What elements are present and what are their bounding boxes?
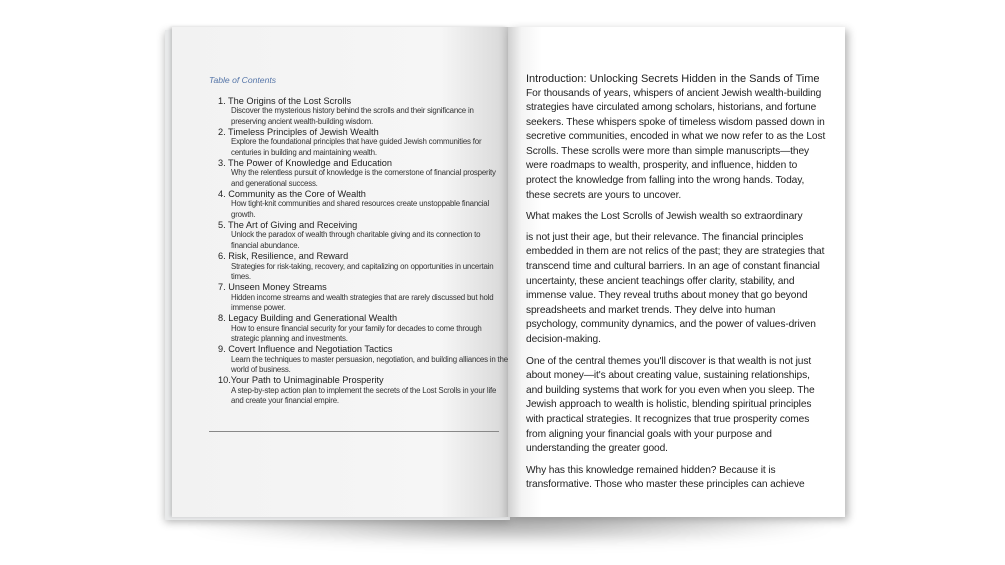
toc-item-description: A step-by-step action plan to implement the secrets of the Lost Scrolls in your life and create your financial empire. bbox=[231, 385, 497, 405]
toc-list bbox=[218, 96, 508, 406]
toc-item[interactable] bbox=[218, 313, 508, 344]
toc-item-description: Discover the mysterious history behind the scrolls and their significance in preserving ancient wealth-building wisdom. bbox=[231, 106, 474, 126]
toc-item[interactable] bbox=[218, 282, 508, 313]
divider bbox=[209, 431, 499, 432]
toc-item[interactable] bbox=[218, 251, 508, 282]
toc-item-title: 1. The Origins of the Lost Scrolls bbox=[218, 96, 352, 106]
toc-item-title: 2. Timeless Principles of Jewish Wealth bbox=[218, 127, 379, 138]
toc-item-description: Learn the techniques to master persuasion, negotiation, and building alliances in the world of business. bbox=[231, 354, 508, 374]
toc-item[interactable] bbox=[218, 189, 508, 220]
toc-item-title: 9. Covert Influence and Negotiation Tactics bbox=[218, 344, 393, 355]
intro-paragraph: One of the central themes you'll discover is that wealth is not just about money—it's about creating value, sustaining relationships, and building systems that work for you even when you sleep. The Jewish approach to wealth is holistic, blending spiritual principles with practical strategies. It recognizes that true prosperity comes from aligning your financial goals with your purpose and understanding the greater good. bbox=[526, 355, 815, 455]
toc-item-description: Explore the foundational principles that have guided Jewish communities for centuries in building and maintaining wealth. bbox=[231, 137, 482, 157]
toc-item-title: 7. Unseen Money Streams bbox=[218, 282, 327, 293]
toc-title: Table of Contents bbox=[209, 75, 277, 85]
toc-item-description: How to ensure financial security for your family for decades to come through strategic planning and investments. bbox=[231, 323, 482, 343]
toc-item-title: 8. Legacy Building and Generational Wealth bbox=[218, 313, 398, 324]
toc-item-description: Hidden income streams and wealth strategies that are rarely discussed but hold immense power. bbox=[231, 292, 494, 312]
toc-item[interactable] bbox=[218, 375, 508, 406]
toc-item-description: Unlock the paradox of wealth through charitable giving and its connection to financial abundance. bbox=[231, 230, 481, 250]
toc-item-title: 6. Risk, Resilience, and Reward bbox=[218, 251, 349, 262]
toc-item-description: Why the relentless pursuit of knowledge is the cornerstone of financial prosperity and generational success. bbox=[231, 168, 496, 188]
intro-paragraph: For thousands of years, whispers of ancient Jewish wealth-building strategies have circulated among scholars, historians, and fortune seekers. These whispers spoke of timeless wisdom passed down in secretive communities, encoded in what we now refer to as the Lost Scrolls. These scrolls were more than simple manuscripts—they were roadmaps to wealth, prosperity, and influence, hidden to protect the knowledge from falling into the wrong hands. Today, these secrets are yours to uncover. bbox=[526, 87, 826, 201]
toc-item[interactable] bbox=[218, 96, 508, 127]
intro-paragraph: is not just their age, but their relevance. The financial principles embedded in them are not relics of the past; they are strategies that transcend time and cultural barriers. In an age of constant financial uncertainty, these ancient teachings offer clarity, stability, and immense value. They reveal truths about money that go beyond spreadsheets and market trends. They delve into human psychology, community dynamics, and the power of values-driven decision-making. bbox=[526, 231, 825, 345]
toc-item-description: Strategies for risk-taking, recovery, and capitalizing on opportunities in uncertain times. bbox=[231, 261, 494, 281]
toc-item[interactable] bbox=[218, 344, 508, 375]
toc-item[interactable] bbox=[218, 127, 508, 158]
toc-item[interactable] bbox=[218, 158, 508, 189]
toc-item-title: 3. The Power of Knowledge and Education bbox=[218, 158, 393, 169]
toc-item[interactable] bbox=[218, 220, 508, 251]
intro-paragraph: What makes the Lost Scrolls of Jewish wealth so extraordinary bbox=[526, 211, 803, 223]
toc-item-title: 4. Community as the Core of Wealth bbox=[218, 189, 366, 200]
toc-item-description: How tight-knit communities and shared resources create unstoppable financial growth. bbox=[231, 199, 490, 219]
left-page bbox=[172, 27, 508, 517]
intro-paragraph: Why has this knowledge remained hidden? Because it is transformative. Those who master these principles can achieve bbox=[526, 464, 805, 491]
toc-item-title: 5. The Art of Giving and Receiving bbox=[218, 220, 358, 231]
right-page bbox=[508, 27, 845, 517]
intro-heading: Introduction: Unlocking Secrets Hidden in the Sands of Time bbox=[526, 73, 820, 85]
toc-item-title: 10.Your Path to Unimaginable Prosperity bbox=[218, 375, 384, 386]
